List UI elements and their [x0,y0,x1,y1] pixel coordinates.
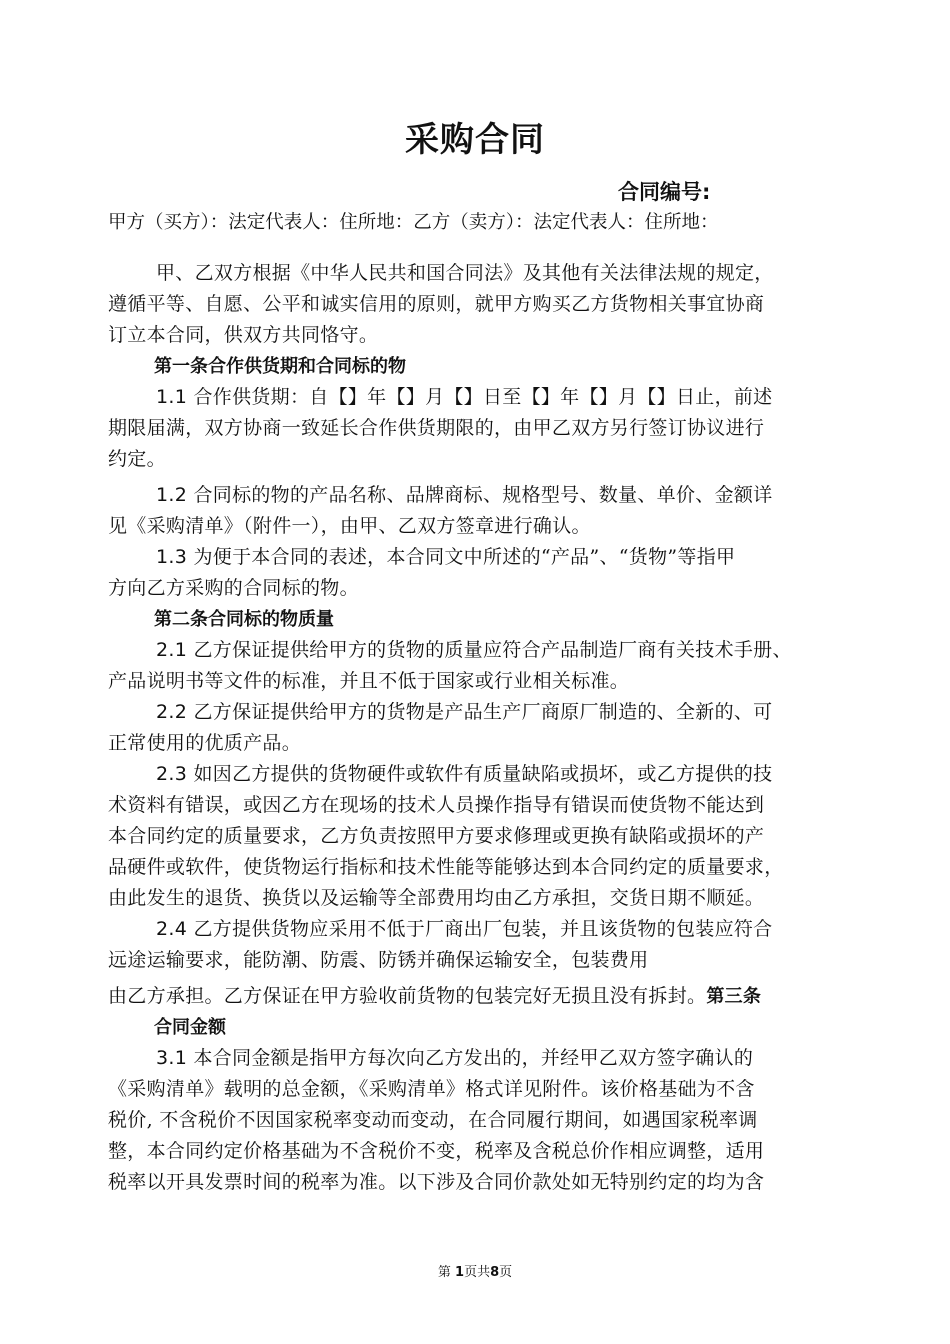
clause-2-3-line: 品硬件或软件，使货物运行指标和技术性能等能够达到本合同约定的质量要求， [108,856,784,878]
clause-2-3-line [108,759,853,790]
clause-number: 2.4 [156,918,188,940]
footer-prefix: 第 [437,1265,451,1280]
intro-line: 甲、乙双方根据《中华人民共和国合同法》及其他有关法律法规的规定， [156,262,774,284]
page-footer [0,1261,950,1280]
clause-number: 1.1 [156,386,188,408]
section-3-title-part1: 第三条 [706,986,762,1007]
clause-2-4-line [108,914,853,945]
clause-number: 2.3 [156,763,188,785]
clause-2-2-line: 正常使用的优质产品。 [108,732,302,754]
clause-1-1-line: 期限届满，双方协商一致延长合作供货期限的，由甲乙双方另行签订协议进行 [108,417,765,439]
intro-line: 遵循平等、自愿、公平和诚实信用的原则，就甲方购买乙方货物相关事宜协商 [108,293,765,315]
clause-text: 乙方保证提供给甲方的货物是产品生产厂商原厂制造的、全新的、可 [193,701,773,723]
clause-3-1-line: 《采购清单》载明的总金额，《采购清单》格式详见附件。该价格基础为不含 [108,1078,755,1100]
clause-2-2-line [108,697,853,728]
section-1-title: 第一条合作供货期和合同标的物 [154,356,406,377]
clause-3-1-line: 整，本合同约定价格基础为不含税价不变，税率及含税总价作相应调整，适用 [108,1140,765,1162]
clause-2-3-line: 由此发生的退货、换货以及运输等全部费用均由乙方承担，交货日期不顺延。 [108,887,765,909]
contract-number-label: 合同编号: [618,180,711,204]
footer-suffix: 页 [499,1265,513,1280]
parties-line: 甲方（买方）：法定代表人：住所地：乙方（卖方）：法定代表人：住所地： [108,212,719,233]
clause-1-1-line [108,382,853,413]
clause-1-2-line [108,480,853,511]
clause-2-1-line [108,635,853,666]
intro-line: 订立本合同，供双方共同恪守。 [108,324,379,346]
document-body [108,258,853,1198]
clause-text: 乙方提供货物应采用不低于厂商出厂包装，并且该货物的包装应符合 [193,918,773,940]
clause-text: 乙方保证提供给甲方的货物的质量应符合产品制造厂商有关技术手册、 [193,639,792,661]
clause-number: 2.2 [156,701,188,723]
clause-2-3-line: 术资料有错误，或因乙方在现场的技术人员操作指导有错误而使货物不能达到 [108,794,765,816]
clause-text: 为便于本合同的表述，本合同文中所述的“产品”、“货物”等指甲 [193,546,736,568]
clause-text: 合同标的物的产品名称、品牌商标、规格型号、数量、单价、金额详 [193,484,773,506]
clause-1-3-line [108,542,853,573]
footer-page-number: 1 [455,1265,465,1280]
clause-1-3-line: 方向乙方采购的合同标的物。 [108,577,359,599]
clause-text: 合作供货期：自【】年【】月【】日至【】年【】月【】日止，前述 [193,386,773,408]
clause-1-1-line: 约定。 [108,448,166,470]
clause-1-2-line: 见《采购清单》（附件一），由甲、乙双方签章进行确认。 [108,515,591,537]
clause-number: 1.2 [156,484,188,506]
section-3-title-part2: 合同金额 [154,1017,226,1038]
clause-2-1-line: 产品说明书等文件的标准，并且不低于国家或行业相关标准。 [108,670,630,692]
footer-total-pages: 8 [490,1265,500,1280]
clause-number: 1.3 [156,546,188,568]
clause-2-4-line: 远途运输要求，能防潮、防震、防锈并确保运输安全，包装费用 [108,949,649,971]
clause-2-4-line [108,981,853,1012]
clause-number: 2.1 [156,639,188,661]
document-title: 采购合同 [405,120,545,160]
clause-3-1-line [108,1043,853,1074]
footer-middle: 页共 [464,1265,491,1280]
clause-3-1-line: 税价, 不含税价不因国家税率变动而变动，在合同履行期间，如遇国家税率调 [108,1109,758,1131]
clause-3-1-line: 税率以开具发票时间的税率为准。以下涉及合同价款处如无特别约定的均为含 [108,1171,765,1193]
clause-text: 如因乙方提供的货物硬件或软件有质量缺陷或损坏，或乙方提供的技 [193,763,773,785]
section-2-title: 第二条合同标的物质量 [154,609,334,630]
clause-text: 由乙方承担。乙方保证在甲方验收前货物的包装完好无损且没有拆封。 [108,985,707,1007]
clause-2-3-line: 本合同约定的质量要求，乙方负责按照甲方要求修理或更换有缺陷或损坏的产 [108,825,765,847]
clause-number: 3.1 [156,1047,188,1069]
clause-text: 本合同金额是指甲方每次向乙方发出的，并经甲乙双方签字确认的 [193,1047,754,1069]
